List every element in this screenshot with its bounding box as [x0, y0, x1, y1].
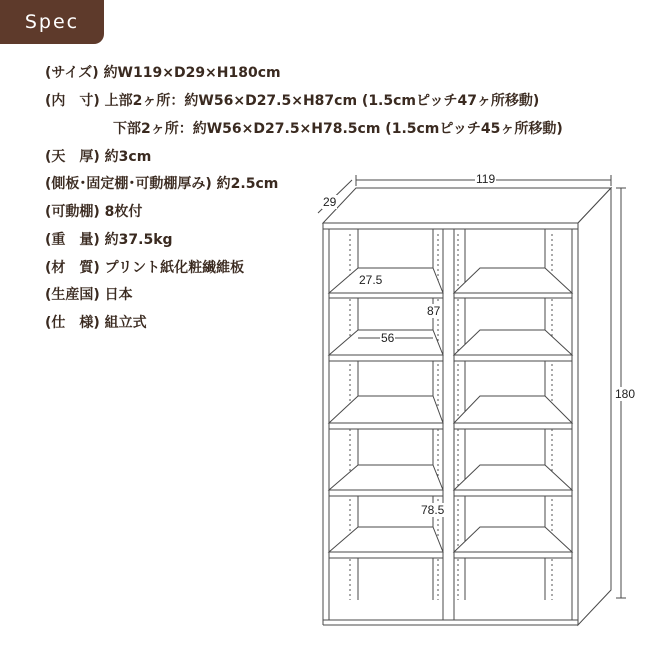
spec-label: (生産国): [45, 287, 100, 303]
spec-value: 約2.5cm: [216, 176, 279, 192]
depth-dimension-label: 29: [323, 195, 337, 209]
lower-height-dimension-label: 78.5: [421, 503, 445, 517]
spec-value: 8枚付: [104, 204, 143, 220]
inner-width-dimension-label: 56: [381, 331, 395, 345]
spec-label: (可動棚): [45, 204, 100, 220]
spec-label: (側板･固定棚･可動棚厚み): [45, 176, 212, 192]
spec-value: 下部2ヶ所：約W56×D27.5×H78.5cm (1.5cmピッチ45ヶ所移動): [113, 121, 563, 137]
shelf-depth-dimension-label: 27.5: [359, 273, 383, 287]
spec-label: (重 量): [45, 232, 100, 248]
spec-label: (材 質): [45, 260, 100, 276]
spec-value: プリント紙化粧繊維板: [104, 260, 245, 276]
upper-height-dimension-label: 87: [427, 304, 441, 318]
spec-value: 約37.5kg: [104, 232, 173, 248]
spec-label: (仕 様): [45, 315, 100, 331]
spec-value: 約W119×D29×H180cm: [103, 65, 281, 81]
height-dimension-label: 180: [615, 387, 636, 401]
spec-badge-label: Spec: [24, 11, 80, 33]
spec-label: (サイズ): [45, 65, 99, 81]
spec-label: (天 厚): [45, 149, 100, 165]
spec-value: 上部2ヶ所：約W56×D27.5×H87cm (1.5cmピッチ47ヶ所移動): [104, 93, 540, 109]
spec-value: 約3cm: [104, 149, 152, 165]
spec-value: 組立式: [104, 315, 147, 331]
spec-label: (内 寸): [45, 93, 100, 109]
spec-value: 日本: [104, 287, 133, 303]
width-dimension-label: 119: [476, 172, 496, 186]
